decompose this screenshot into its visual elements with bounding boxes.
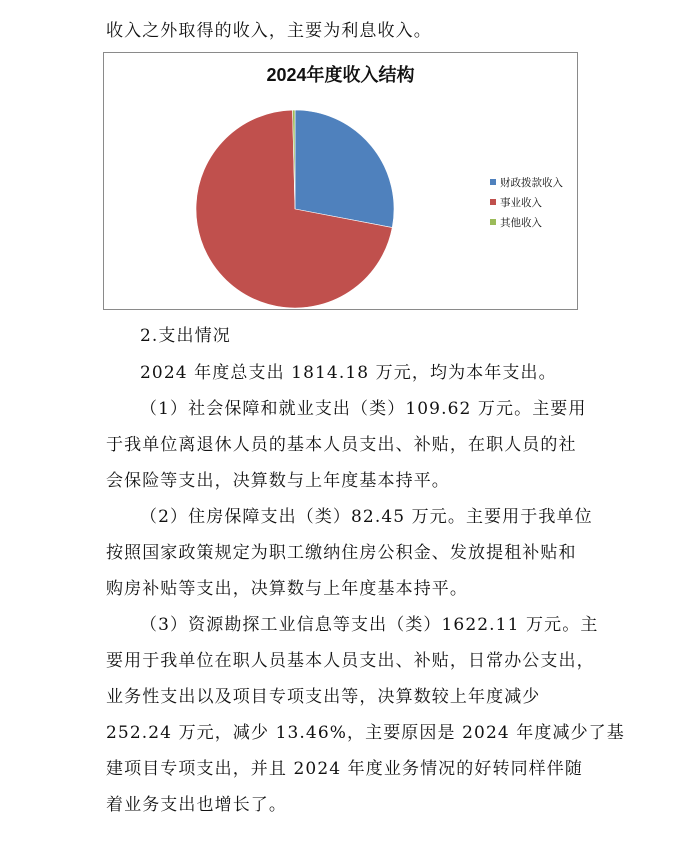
legend-swatch-business <box>490 199 496 205</box>
income-structure-chart <box>103 52 578 310</box>
p1-line-3: 会保险等支出，决算数与上年度基本持平。 <box>106 471 450 491</box>
legend-item-other <box>490 212 563 232</box>
p3-line-5: 建项目专项支出，并且 2024 年度业务情况的好转同样伴随 <box>106 759 583 779</box>
p1-line-1: （1）社会保障和就业支出（类）109.62 万元。主要用 <box>140 399 587 419</box>
legend-item-fiscal <box>490 172 563 192</box>
p3-line-1: （3）资源勘探工业信息等支出（类）1622.11 万元。主 <box>140 615 599 635</box>
pie-slice-fiscal <box>295 110 394 228</box>
section-heading: 2.支出情况 <box>140 326 231 346</box>
legend-label-business: 事业收入 <box>500 196 542 209</box>
total-expenditure-line: 2024 年度总支出 1814.18 万元，均为本年支出。 <box>140 363 557 383</box>
p3-line-6: 着业务支出也增长了。 <box>106 795 287 815</box>
p3-line-2: 要用于我单位在职人员基本人员支出、补贴，日常办公支出， <box>106 651 595 671</box>
p3-line-3: 业务性支出以及项目专项支出等，决算数较上年度减少 <box>106 687 541 707</box>
p3-line-4: 252.24 万元，减少 13.46%，主要原因是 2024 年度减少了基 <box>106 723 625 743</box>
text-line-intro: 收入之外取得的收入，主要为利息收入。 <box>106 21 432 41</box>
legend-swatch-fiscal <box>490 179 496 185</box>
legend-swatch-other <box>490 219 496 225</box>
p1-line-2: 于我单位离退休人员的基本人员支出、补贴，在职人员的社 <box>106 435 577 455</box>
chart-legend <box>490 172 563 232</box>
chart-title: 2024年度收入结构 <box>266 65 415 85</box>
legend-label-other: 其他收入 <box>500 216 542 229</box>
p2-line-2: 按照国家政策规定为职工缴纳住房公积金、发放提租补贴和 <box>106 543 577 563</box>
p2-line-1: （2）住房保障支出（类）82.45 万元。主要用于我单位 <box>140 507 593 527</box>
legend-label-fiscal: 财政拨款收入 <box>500 176 563 189</box>
legend-item-business <box>490 192 563 212</box>
p2-line-3: 购房补贴等支出，决算数与上年度基本持平。 <box>106 579 468 599</box>
